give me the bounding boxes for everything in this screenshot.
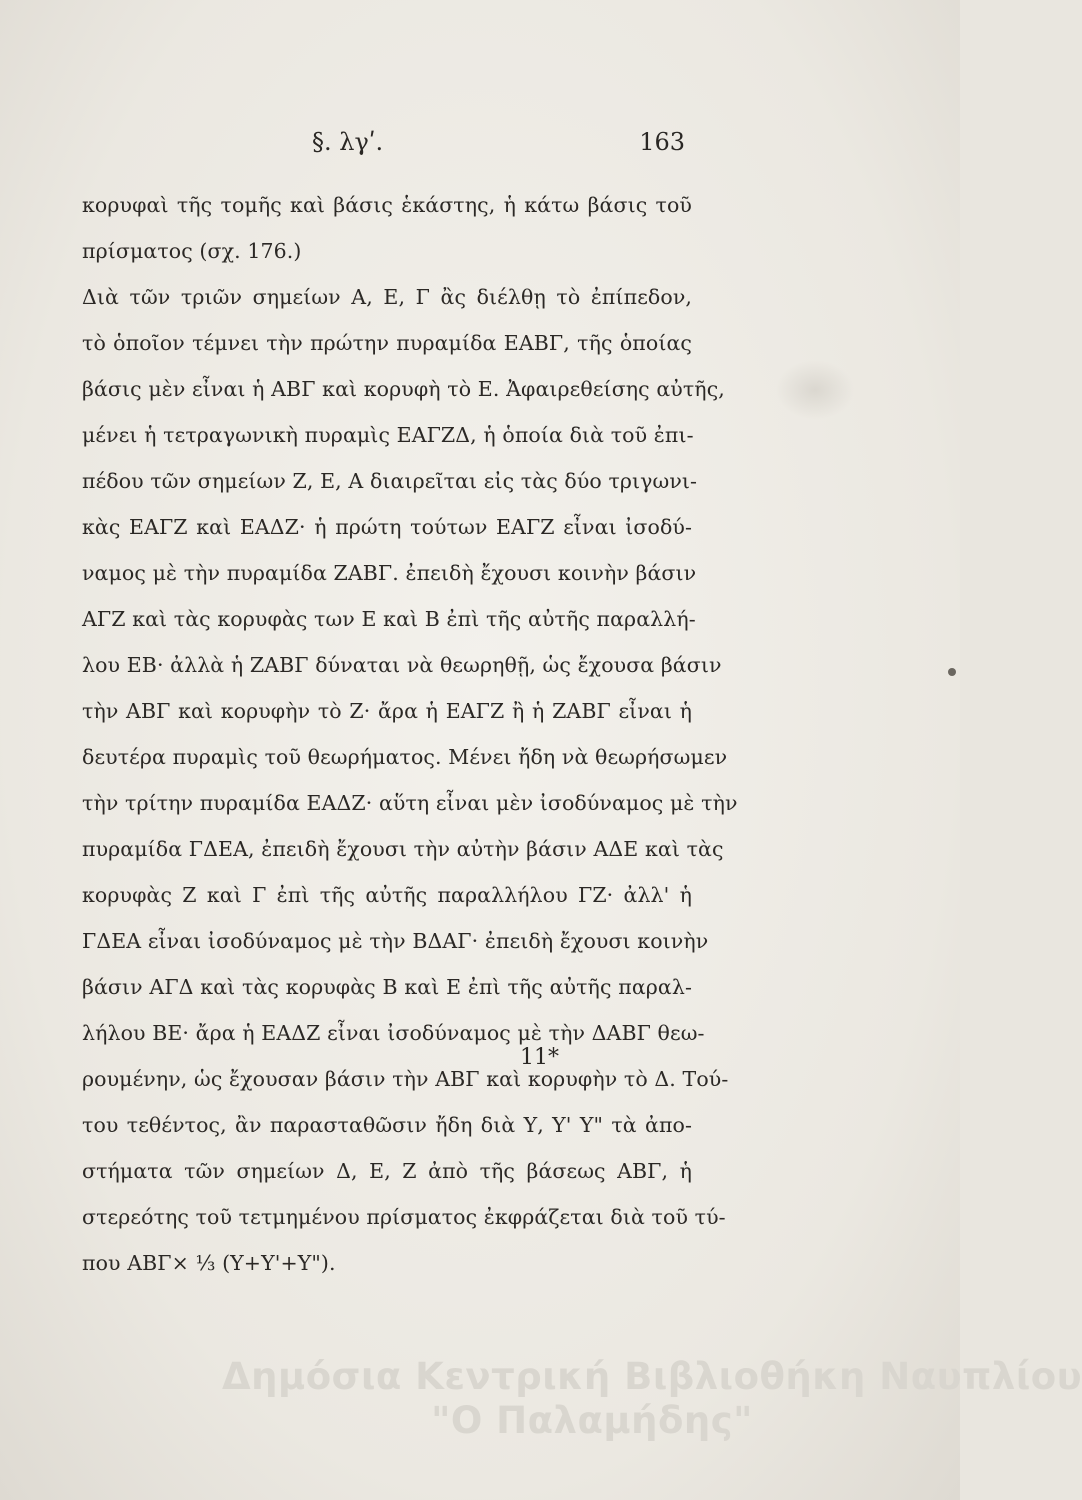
paper-stain	[775, 360, 855, 420]
text-line: πρίσματος (σχ. 176.)	[82, 239, 302, 263]
section-mark: §. λγʹ.	[312, 128, 384, 156]
text-line: Διὰ τῶν τριῶν σημείων Α, Ε, Γ ἂς διέλθῃ τὸ ἐπίπεδον,	[82, 285, 692, 309]
text-line: που ΑΒΓ× ⅓ (Υ+Υ'+Υ").	[82, 1251, 336, 1275]
page-header	[85, 128, 685, 168]
text-line: τὸ ὁποῖον τέμνει τὴν πρώτην πυραμίδα ΕΑΒΓ, τῆς ὁποίας	[82, 331, 692, 355]
text-line: τὴν τρίτην πυραμίδα ΕΑΔΖ· αὕτη εἶναι μὲν ἰσοδύναμος μὲ τὴν	[82, 791, 738, 815]
text-line: τὴν ΑΒΓ καὶ κορυφὴν τὸ Ζ· ἄρα ἡ ΕΑΓΖ ἢ ἡ ΖΑΒΓ εἶναι ἡ	[82, 699, 692, 723]
text-line: στήματα τῶν σημείων Δ, Ε, Ζ ἀπὸ τῆς βάσεως ΑΒΓ, ἡ	[82, 1159, 692, 1183]
library-watermark	[222, 1355, 1082, 1443]
text-line: κὰς ΕΑΓΖ καὶ ΕΑΔΖ· ἡ πρώτη τούτων ΕΑΓΖ εἶναι ἰσοδύ-	[82, 515, 692, 539]
text-line: στερεότης τοῦ τετμημένου πρίσματος ἐκφράζεται διὰ τοῦ τύ-	[82, 1205, 726, 1229]
signature-mark: 11*	[520, 1045, 559, 1070]
text-line: ναμος μὲ τὴν πυραμίδα ΖΑΒΓ. ἐπειδὴ ἔχουσι κοινὴν βάσιν	[82, 561, 697, 585]
page-number: 163	[639, 128, 685, 156]
body-text	[82, 182, 738, 1286]
text-line: κορυφαὶ τῆς τομῆς καὶ βάσις ἑκάστης, ἡ κάτω βάσις τοῦ	[82, 193, 692, 217]
watermark-line-2: "Ο Παλαμήδης"	[431, 1399, 753, 1442]
text-line: λου ΕΒ· ἀλλὰ ἡ ΖΑΒΓ δύναται νὰ θεωρηθῇ, ὡς ἔχουσα βάσιν	[82, 653, 722, 677]
text-line: ΑΓΖ καὶ τὰς κορυφὰς των Ε καὶ Β ἐπὶ τῆς αὐτῆς παραλλή-	[82, 607, 696, 631]
watermark-line-1: Δημόσια Κεντρική Βιβλιοθήκη Ναυπλίου	[222, 1355, 1082, 1398]
text-line: του τεθέντος, ἂν παρασταθῶσιν ἤδη διὰ Υ, Υ' Υ" τὰ ἀπο-	[82, 1113, 692, 1137]
text-line: ΓΔΕΑ εἶναι ἰσοδύναμος μὲ τὴν ΒΔΑΓ· ἐπειδὴ ἔχουσι κοινὴν	[82, 929, 709, 953]
ink-spot	[948, 668, 956, 676]
text-line: κορυφὰς Ζ καὶ Γ ἐπὶ τῆς αὐτῆς παραλλήλου ΓΖ· ἀλλ' ἡ	[82, 883, 692, 907]
text-line: λήλου ΒΕ· ἄρα ἡ ΕΑΔΖ εἶναι ἰσοδύναμος μὲ τὴν ΔΑΒΓ θεω-	[82, 1021, 705, 1045]
text-line: δευτέρα πυραμὶς τοῦ θεωρήματος. Μένει ἤδη νὰ θεωρήσωμεν	[82, 745, 728, 769]
text-line: ρουμένην, ὡς ἔχουσαν βάσιν τὴν ΑΒΓ καὶ κορυφὴν τὸ Δ. Τού-	[82, 1067, 729, 1091]
text-line: πυραμίδα ΓΔΕΑ, ἐπειδὴ ἔχουσι τὴν αὐτὴν βάσιν ΑΔΕ καὶ τὰς	[82, 837, 724, 861]
text-line: βάσις μὲν εἶναι ἡ ΑΒΓ καὶ κορυφὴ τὸ Ε. Ἀφαιρεθείσης αὐτῆς,	[82, 377, 725, 401]
text-line: πέδου τῶν σημείων Ζ, Ε, Α διαιρεῖται εἰς τὰς δύο τριγωνι-	[82, 469, 698, 493]
text-line: μένει ἡ τετραγωνικὴ πυραμὶς ΕΑΓΖΔ, ἡ ὁποία διὰ τοῦ ἐπι-	[82, 423, 694, 447]
text-line: βάσιν ΑΓΔ καὶ τὰς κορυφὰς Β καὶ Ε ἐπὶ τῆς αὐτῆς παραλ-	[82, 975, 692, 999]
